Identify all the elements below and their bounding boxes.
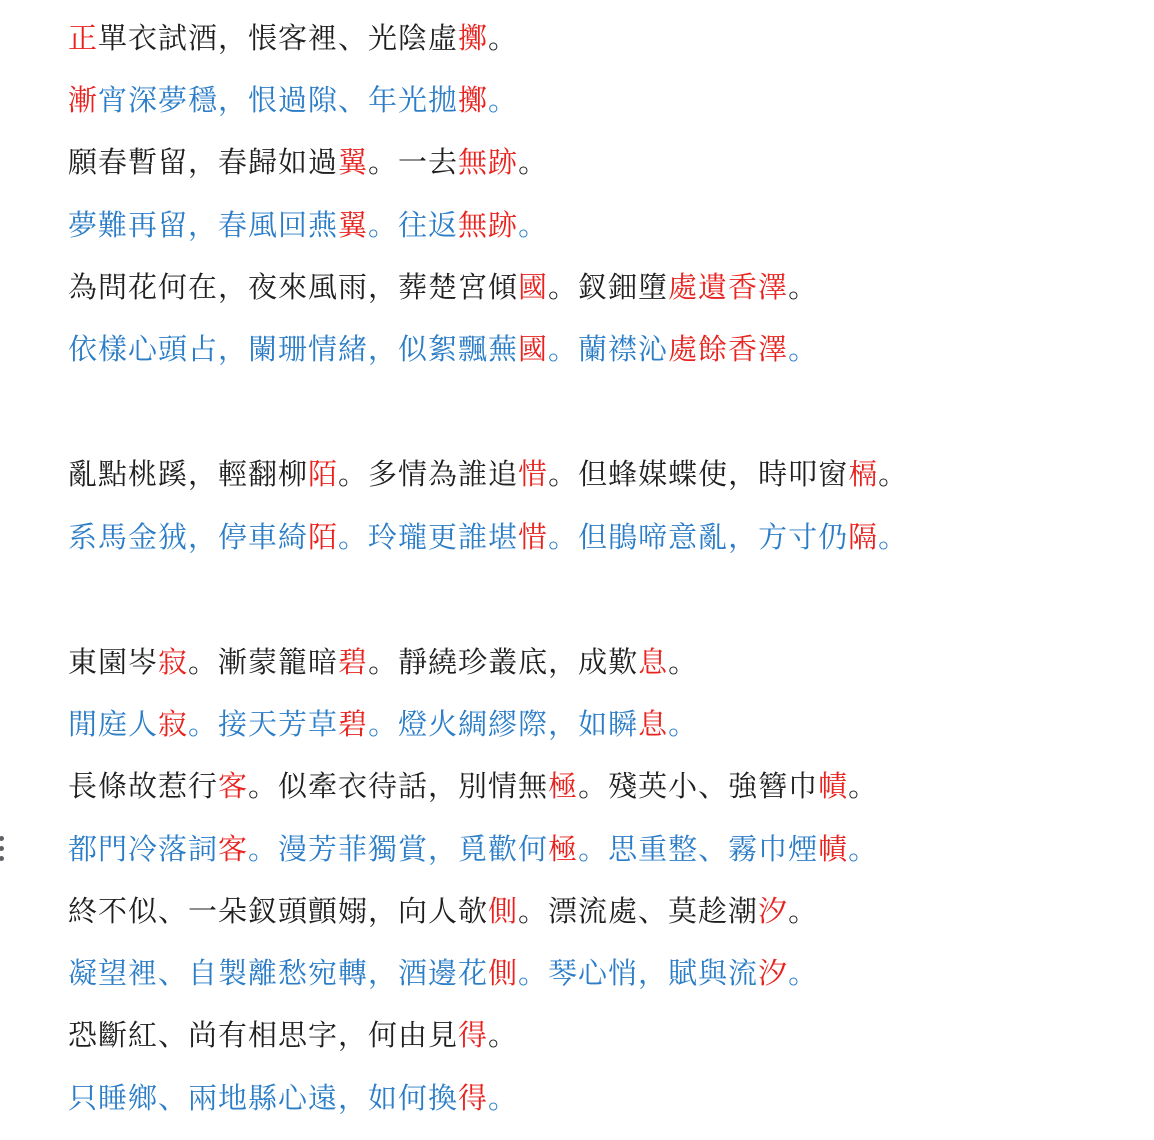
highlighted-text: 擲 [458, 21, 489, 55]
line-text: 只睡鄉、兩地縣心遠，如何換 [68, 1081, 459, 1115]
poem-line [68, 1013, 518, 1057]
line-text: 。 [848, 769, 879, 803]
poem-line [68, 1076, 518, 1120]
line-text: 願春暫留，春歸如過 [68, 145, 339, 179]
highlighted-text: 客 [218, 832, 249, 866]
line-text: 。 [788, 956, 819, 990]
highlighted-text: 寂 [158, 707, 189, 741]
highlighted-text: 側 [488, 894, 519, 928]
highlighted-text: 息 [638, 645, 669, 679]
line-text: 終不似、一朵釵頭顫嫋，向人欹 [68, 894, 489, 928]
line-text: 系馬金狨，停車綺 [68, 520, 309, 554]
highlighted-text: 陌 [308, 457, 339, 491]
line-text: 閒庭人 [68, 707, 159, 741]
poem-line [68, 640, 698, 684]
line-text: 。 [788, 894, 819, 928]
line-text: 。 [788, 332, 819, 366]
highlighted-text: 擲 [458, 83, 489, 117]
highlighted-text: 惜 [518, 457, 549, 491]
line-text: 。 [848, 832, 879, 866]
line-text: 。但鵑啼意亂，方寸仍 [548, 520, 849, 554]
line-text: 凝望裡、自製離愁宛轉，酒邊花 [68, 956, 489, 990]
line-text: 。 [668, 645, 699, 679]
poem-line [68, 16, 518, 60]
line-text: 。蘭襟沁 [548, 332, 669, 366]
highlighted-text: 汐 [758, 956, 789, 990]
highlighted-text: 得 [458, 1018, 489, 1052]
line-text: 。接天芳草 [188, 707, 339, 741]
line-text: 。 [518, 208, 549, 242]
line-text: 。燈火綢繆際，如瞬 [368, 707, 639, 741]
poem-line [68, 951, 818, 995]
highlighted-text: 國 [518, 332, 549, 366]
line-text: 。玲瓏更誰堪 [338, 520, 519, 554]
line-text: 宵深夢穩，恨過隙、年光拋 [98, 83, 459, 117]
line-text: 。 [878, 520, 909, 554]
poem-line [68, 327, 818, 371]
line-text: 夢難再留，春風回燕 [68, 208, 339, 242]
line-text: 。多情為誰追 [338, 457, 519, 491]
poem-line [68, 889, 818, 933]
highlighted-text: 幘 [818, 769, 849, 803]
highlighted-text: 息 [638, 707, 669, 741]
line-text: 。但蜂媒蝶使，時叩窗 [548, 457, 849, 491]
line-text: 都門冷落詞 [68, 832, 219, 866]
highlighted-text: 國 [518, 270, 549, 304]
highlighted-text: 汐 [758, 894, 789, 928]
line-text: 。 [518, 145, 549, 179]
poem-line [68, 140, 548, 184]
highlighted-text: 翼 [338, 208, 369, 242]
line-text: 依樣心頭占，闌珊情緒，似絮飄蕪 [68, 332, 519, 366]
highlighted-text: 側 [488, 956, 519, 990]
line-text: 為問花何在，夜來風雨，葬楚宮傾 [68, 270, 519, 304]
line-text: 單衣試酒，悵客裡、光陰虛 [98, 21, 459, 55]
line-text: 。釵鈿墮 [548, 270, 669, 304]
line-text: 。似牽衣待話，別情無 [248, 769, 549, 803]
line-text: 。靜繞珍叢底，成歎 [368, 645, 639, 679]
line-text: 。漸蒙籠暗 [188, 645, 339, 679]
highlighted-text: 處餘香澤 [668, 332, 789, 366]
line-text: 。往返 [368, 208, 459, 242]
highlighted-text: 處遺香澤 [668, 270, 789, 304]
line-text: 。 [488, 1081, 519, 1115]
line-text: 。 [488, 21, 519, 55]
line-text: 亂點桃蹊，輕翻柳 [68, 457, 309, 491]
poem-line [68, 452, 908, 496]
poem-line [68, 203, 548, 247]
poem-line [68, 702, 698, 746]
highlighted-text: 極 [548, 769, 579, 803]
highlighted-text: 碧 [338, 707, 369, 741]
line-text: 。 [788, 270, 819, 304]
line-text: 東園岑 [68, 645, 159, 679]
line-text: 。 [488, 83, 519, 117]
line-text: 。 [488, 1018, 519, 1052]
highlighted-text: 槅 [848, 457, 879, 491]
highlighted-text: 正 [68, 21, 99, 55]
highlighted-text: 漸 [68, 83, 99, 117]
poem-line [68, 827, 878, 871]
poem-line [68, 265, 818, 309]
highlighted-text: 無跡 [458, 145, 519, 179]
highlighted-text: 碧 [338, 645, 369, 679]
highlighted-text: 惜 [518, 520, 549, 554]
line-text: 。思重整、霧巾煙 [578, 832, 819, 866]
line-text: 。漫芳菲獨賞，覓歡何 [248, 832, 549, 866]
highlighted-text: 隔 [848, 520, 879, 554]
highlighted-text: 極 [548, 832, 579, 866]
poem-line [68, 764, 878, 808]
highlighted-text: 幘 [818, 832, 849, 866]
line-text: 。殘英小、強簪巾 [578, 769, 819, 803]
line-text: 。琴心悄，賦與流 [518, 956, 759, 990]
line-text: 。漂流處、莫趁潮 [518, 894, 759, 928]
line-text: 。一去 [368, 145, 459, 179]
highlighted-text: 翼 [338, 145, 369, 179]
line-text: 恐斷紅、尚有相思字，何由見 [68, 1018, 459, 1052]
line-text: 。 [878, 457, 909, 491]
line-text: 。 [668, 707, 699, 741]
highlighted-text: 客 [218, 769, 249, 803]
poem-line [68, 78, 518, 122]
line-text: 長條故惹行 [68, 769, 219, 803]
highlighted-text: 寂 [158, 645, 189, 679]
highlighted-text: 陌 [308, 520, 339, 554]
drag-handle-icon[interactable] [0, 836, 8, 864]
highlighted-text: 無跡 [458, 208, 519, 242]
poem-line [68, 515, 908, 559]
highlighted-text: 得 [458, 1081, 489, 1115]
